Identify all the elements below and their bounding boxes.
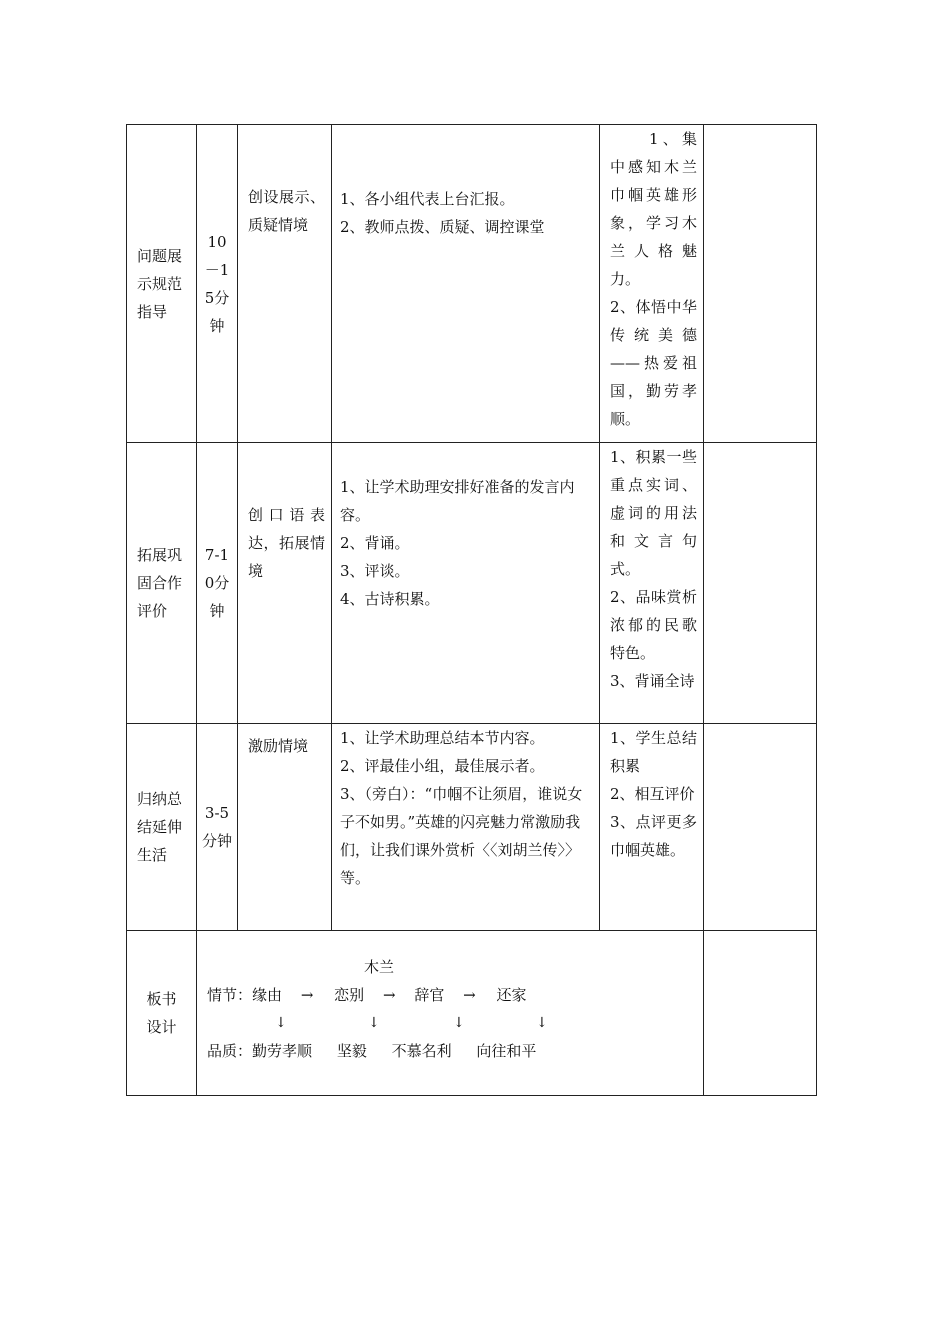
blank-cell <box>704 443 817 724</box>
content-line: 1、让学术助理安排好准备的发言内容。 <box>340 478 575 524</box>
plot-item: 恋别 <box>334 986 365 1004</box>
content-line: 2、背诵。 <box>340 534 410 552</box>
plot-item: 还家 <box>496 986 527 1004</box>
plot-label: 情节： <box>207 986 253 1004</box>
situation-cell: 创设展示、质疑情境 <box>238 125 332 443</box>
time-cell: 7-10分钟 <box>197 443 238 724</box>
goal-line: 2、品味赏析浓郁的民歌特色。 <box>610 588 697 662</box>
board-label: 板书设计 <box>127 931 197 1096</box>
content-line: 1、各小组代表上台汇报。 <box>340 190 515 208</box>
lesson-plan-table <box>126 124 817 1096</box>
quality-label: 品质： <box>207 1042 253 1060</box>
right-arrow-icon: → <box>300 986 314 1004</box>
goal-cell <box>600 724 704 931</box>
content-cell <box>332 724 600 931</box>
content-line: 3、（旁白）：“巾帼不让须眉，谁说女子不如男。”英雄的闪亮魅力常激励我们，让我们课外赏析〈〈刘胡兰传〉〉等。 <box>340 785 583 887</box>
table-row <box>127 443 817 724</box>
down-arrow-icon: ↓ <box>453 1015 465 1031</box>
goal-line: 3、点评更多巾帼英雄。 <box>610 813 697 859</box>
goal-line: 2、体悟中华传统美德——热爱祖国，勤劳孝顺。 <box>610 298 697 428</box>
plot-row <box>207 981 527 1009</box>
quality-item: 坚毅 <box>336 1042 367 1060</box>
goal-line: 1、集中感知木兰巾帼英雄形象，学习木兰人格魅力。 <box>610 130 697 288</box>
content-cell <box>332 125 600 443</box>
time-cell: 3-5分钟 <box>197 724 238 931</box>
board-title: 木兰 <box>364 958 395 976</box>
plot-item: 缘由 <box>252 986 283 1004</box>
situation-cell: 创口语表达，拓展情境 <box>238 443 332 724</box>
goal-cell <box>600 443 704 724</box>
goal-cell <box>600 125 704 443</box>
goal-line: 1、积累一些重点实词、虚词的用法和文言句式。 <box>610 448 697 578</box>
blank-cell <box>704 931 817 1096</box>
stage-cell: 归纳总结延伸生活 <box>127 724 197 931</box>
board-design <box>197 931 704 1096</box>
table-row <box>127 125 817 443</box>
goal-line: 1、学生总结积累 <box>610 729 697 775</box>
content-line: 4、古诗积累。 <box>340 590 440 608</box>
quality-item: 勤劳孝顺 <box>252 1042 313 1060</box>
content-cell <box>332 443 600 724</box>
blank-cell <box>704 724 817 931</box>
situation-cell: 激励情境 <box>238 724 332 931</box>
table-row <box>127 724 817 931</box>
stage-cell: 拓展巩固合作评价 <box>127 443 197 724</box>
quality-row <box>207 1037 536 1065</box>
goal-line: 3、背诵全诗 <box>610 672 695 690</box>
quality-item: 不慕名利 <box>391 1042 452 1060</box>
content-line: 3、评谈。 <box>340 562 410 580</box>
down-arrow-icon: ↓ <box>368 1015 380 1031</box>
time-cell: 10－15分钟 <box>197 125 238 443</box>
right-arrow-icon: → <box>382 986 396 1004</box>
content-line: 2、教师点拨、质疑、调控课堂 <box>340 218 545 236</box>
stage-cell: 问题展示规范指导 <box>127 125 197 443</box>
down-arrow-icon: ↓ <box>275 1015 287 1031</box>
board-row <box>127 931 817 1096</box>
plot-item: 辞官 <box>414 986 445 1004</box>
blank-cell <box>704 125 817 443</box>
quality-item: 向往和平 <box>476 1042 537 1060</box>
content-line: 1、让学术助理总结本节内容。 <box>340 729 545 747</box>
right-arrow-icon: → <box>463 986 476 1004</box>
down-arrow-icon: ↓ <box>536 1015 548 1031</box>
goal-line: 2、相互评价 <box>610 785 695 803</box>
content-line: 2、评最佳小组，最佳展示者。 <box>340 757 545 775</box>
